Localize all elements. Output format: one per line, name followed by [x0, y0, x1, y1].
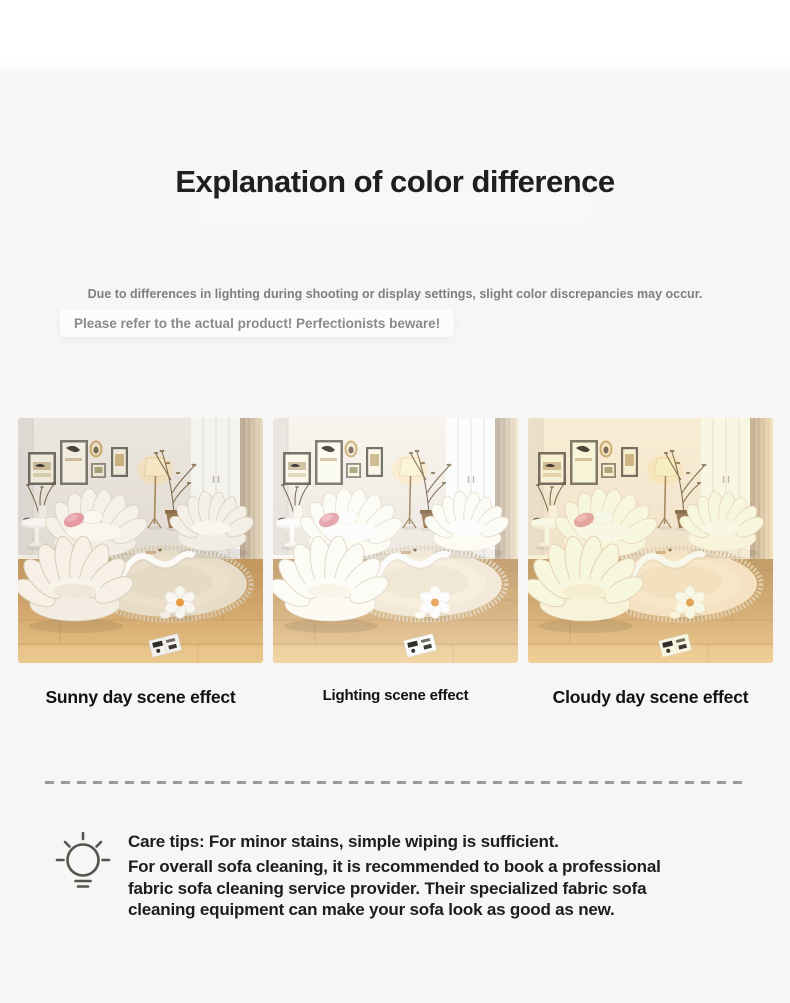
section-title: Explanation of color difference	[175, 164, 615, 199]
care-tips-title: Care tips: For minor stains, simple wiping is sufficient.	[128, 832, 559, 851]
lightbulb-icon	[54, 829, 112, 893]
room-illustration-lighting	[273, 418, 518, 663]
subtitle-line2: Please refer to the actual product! Perfectionists beware!	[74, 315, 441, 331]
scene-image-cloudy[interactable]	[528, 418, 773, 663]
room-illustration-sunny	[18, 418, 263, 663]
scene-image-lighting[interactable]	[273, 418, 518, 663]
caption-sunny: Sunny day scene effect	[45, 687, 236, 707]
subtitle-line1: Due to differences in lighting during shooting or display settings, slight color discrepancies may occur.	[87, 287, 703, 301]
care-tips-body: For overall sofa cleaning, it is recommended to book a professional fabric sofa cleaning service provider. Their specialized fabric sofa cleaning equipment can make your sofa look as good as new.	[128, 857, 661, 920]
subtitle-highlight-band	[60, 309, 454, 337]
room-illustration-cloudy	[528, 418, 773, 663]
dashed-divider	[45, 781, 745, 784]
caption-lighting: Lighting scene effect	[322, 687, 469, 704]
top-white-strip	[0, 0, 790, 60]
scene-image-sunny[interactable]	[18, 418, 263, 663]
caption-cloudy: Cloudy day scene effect	[552, 687, 749, 707]
